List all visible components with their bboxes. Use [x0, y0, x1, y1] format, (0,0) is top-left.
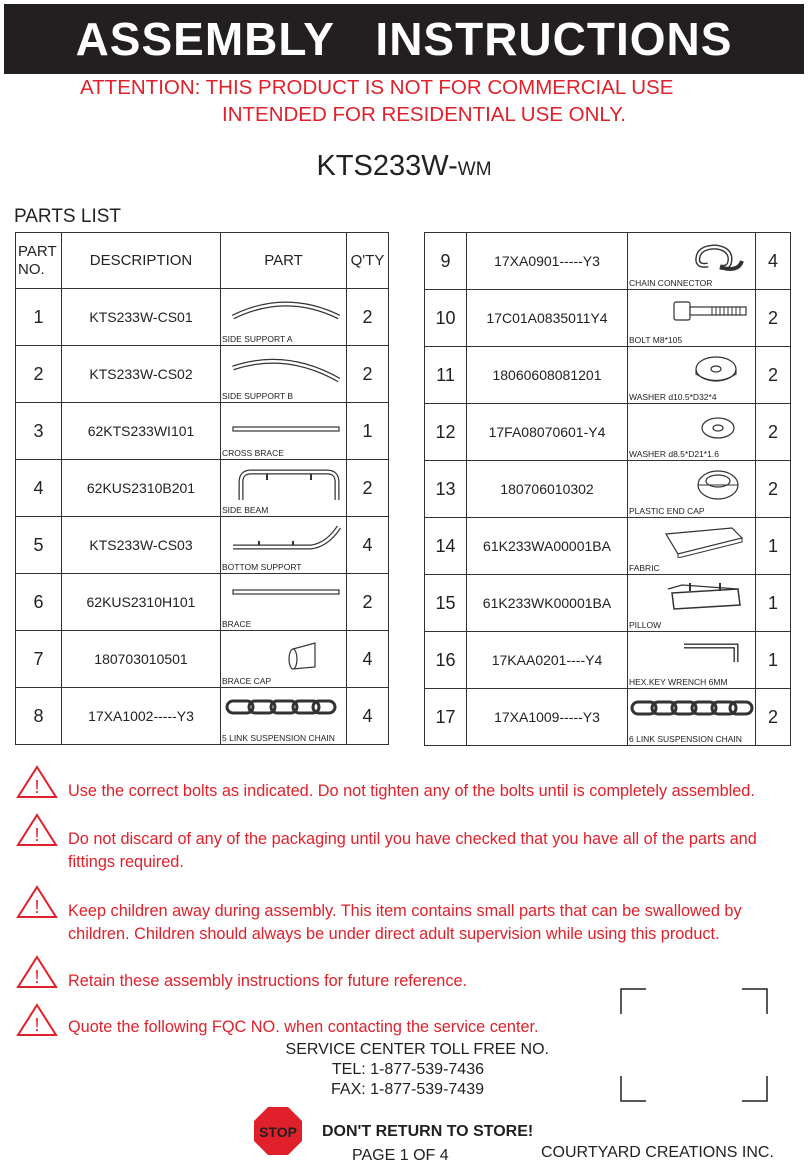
- part-number: 2: [16, 346, 62, 403]
- part-number: 16: [425, 632, 467, 689]
- part-illustration-cell: [221, 688, 347, 745]
- part-illustration-cell: [628, 575, 756, 632]
- part-description: KTS233W-CS01: [62, 289, 221, 346]
- svg-text:!: !: [34, 897, 40, 917]
- table-row: [16, 574, 389, 631]
- part-description: 17KAA0201----Y4: [467, 632, 628, 689]
- part-illustration-cell: [628, 290, 756, 347]
- part-label: PILLOW: [629, 620, 662, 630]
- table-row: [425, 347, 791, 404]
- part-quantity: 1: [756, 575, 791, 632]
- table-row: [16, 688, 389, 745]
- part-description: KTS233W-CS02: [62, 346, 221, 403]
- cross-brace-icon: [231, 409, 341, 439]
- part-number: 15: [425, 575, 467, 632]
- part-number: 3: [16, 403, 62, 460]
- header-description: DESCRIPTION: [62, 233, 221, 289]
- table-row: [16, 346, 389, 403]
- warning-text: Quote the following FQC NO. when contacting the service center.: [68, 1018, 539, 1036]
- warning-icon: [16, 954, 58, 990]
- part-description: 62KUS2310H101: [62, 574, 221, 631]
- model-suffix: WM: [457, 159, 492, 180]
- table-row: [425, 461, 791, 518]
- warning-icon: [16, 1002, 58, 1038]
- part-illustration-cell: [221, 631, 347, 688]
- washer-large-icon: [638, 353, 748, 387]
- part-number: 17: [425, 689, 467, 746]
- part-quantity: 2: [756, 461, 791, 518]
- brace-icon: [231, 580, 341, 610]
- part-illustration-cell: [628, 518, 756, 575]
- part-description: 17XA1002-----Y3: [62, 688, 221, 745]
- part-quantity: 2: [756, 689, 791, 746]
- part-number: 4: [16, 460, 62, 517]
- warning-icon: [16, 764, 58, 800]
- part-illustration-cell: [628, 689, 756, 746]
- part-quantity: 4: [347, 688, 389, 745]
- part-quantity: 2: [347, 460, 389, 517]
- part-illustration-cell: [221, 403, 347, 460]
- table-row: [16, 460, 389, 517]
- chain-5-link-icon: [225, 694, 337, 724]
- part-label: CHAIN CONNECTOR: [629, 278, 713, 288]
- part-illustration-cell: [628, 347, 756, 404]
- part-quantity: 2: [347, 346, 389, 403]
- parts-list-title: PARTS LIST: [14, 206, 121, 227]
- bottom-support-icon: [231, 523, 341, 557]
- model-main: KTS233W-: [316, 150, 458, 182]
- page-number: PAGE 1 OF 4: [352, 1147, 449, 1164]
- warning-text: Use the correct bolts as indicated. Do not tighten any of the bolts until is completely assembled.: [68, 782, 755, 800]
- warning-icon: [16, 812, 58, 848]
- part-label: BRACE CAP: [222, 676, 272, 686]
- table-row: [425, 632, 791, 689]
- warning-text: Retain these assembly instructions for future reference.: [68, 972, 468, 990]
- part-label: WASHER d8.5*D21*1.6: [629, 449, 719, 459]
- part-label: PLASTIC END CAP: [629, 506, 705, 516]
- part-label: CROSS BRACE: [222, 448, 284, 458]
- part-quantity: 2: [347, 574, 389, 631]
- service-fax: FAX: 1-877-539-7439: [331, 1081, 484, 1098]
- part-label: BOLT M8*105: [629, 335, 683, 345]
- part-description: 62KUS2310B201: [62, 460, 221, 517]
- part-number: 11: [425, 347, 467, 404]
- part-quantity: 2: [347, 289, 389, 346]
- company-name: COURTYARD CREATIONS INC.: [541, 1144, 774, 1161]
- part-description: 18060608081201: [467, 347, 628, 404]
- part-description: 17C01A0835011Y4: [467, 290, 628, 347]
- dont-return-notice: DON'T RETURN TO STORE!: [322, 1123, 534, 1140]
- part-number: 5: [16, 517, 62, 574]
- part-description: 17FA08070601-Y4: [467, 404, 628, 461]
- warning-text: fittings required.: [68, 853, 184, 871]
- part-label: WASHER d10.5*D32*4: [629, 392, 717, 402]
- table-row: [16, 517, 389, 574]
- part-illustration-cell: [628, 632, 756, 689]
- part-label: HEX.KEY WRENCH 6MM: [629, 677, 728, 687]
- document-title: ASSEMBLY INSTRUCTIONS: [4, 4, 804, 74]
- part-quantity: 1: [756, 518, 791, 575]
- part-quantity: 2: [756, 290, 791, 347]
- part-label: SIDE SUPPORT A: [222, 334, 293, 344]
- side-support-b-icon: [231, 352, 341, 382]
- brace-cap-icon: [231, 637, 341, 671]
- part-illustration-cell: [221, 460, 347, 517]
- part-label: BRACE: [222, 619, 252, 629]
- part-description: 17XA0901-----Y3: [467, 233, 628, 290]
- part-illustration-cell: [221, 346, 347, 403]
- part-label: FABRIC: [629, 563, 660, 573]
- table-row: [425, 518, 791, 575]
- header-part: PART: [221, 233, 347, 289]
- header-qty: Q'TY: [347, 233, 389, 289]
- stop-sign-text: STOP: [259, 1124, 297, 1140]
- svg-text:!: !: [34, 777, 40, 797]
- part-label: BOTTOM SUPPORT: [222, 562, 302, 572]
- svg-text:!: !: [34, 967, 40, 987]
- parts-table-right: [424, 232, 791, 746]
- part-label: SIDE SUPPORT B: [222, 391, 294, 401]
- table-row: [16, 631, 389, 688]
- part-number: 13: [425, 461, 467, 518]
- warning-text: Keep children away during assembly. This item contains small parts that can be swallowed by: [68, 902, 742, 920]
- attention-line-2: INTENDED FOR RESIDENTIAL USE ONLY.: [222, 103, 627, 126]
- washer-small-icon: [638, 410, 748, 444]
- part-illustration-cell: [628, 404, 756, 461]
- table-row: [16, 403, 389, 460]
- warning-text: Do not discard of any of the packaging until you have checked that you have all of the parts and: [68, 830, 757, 848]
- part-quantity: 4: [347, 517, 389, 574]
- part-description: 17XA1009-----Y3: [467, 689, 628, 746]
- part-quantity: 1: [756, 632, 791, 689]
- part-description: 62KTS233WI101: [62, 403, 221, 460]
- side-beam-icon: [231, 466, 341, 502]
- model-number: [0, 150, 808, 183]
- svg-text:!: !: [34, 1015, 40, 1035]
- part-description: 180703010501: [62, 631, 221, 688]
- plastic-end-cap-icon: [638, 467, 748, 503]
- warning-icon: [16, 884, 58, 920]
- part-number: 12: [425, 404, 467, 461]
- table-row: [16, 289, 389, 346]
- part-illustration-cell: [221, 574, 347, 631]
- header-part-no: PART NO.: [16, 233, 62, 289]
- part-number: 10: [425, 290, 467, 347]
- part-quantity: 2: [756, 404, 791, 461]
- part-label: SIDE BEAM: [222, 505, 269, 515]
- part-number: 9: [425, 233, 467, 290]
- parts-table-left: [15, 232, 389, 745]
- table-row: [425, 575, 791, 632]
- part-quantity: 1: [347, 403, 389, 460]
- pillow-icon: [638, 581, 748, 615]
- part-illustration-cell: [628, 233, 756, 290]
- part-label: 5 LINK SUSPENSION CHAIN: [222, 733, 335, 743]
- part-quantity: 4: [347, 631, 389, 688]
- chain-6-link-icon: [630, 695, 754, 725]
- part-quantity: 4: [756, 233, 791, 290]
- part-quantity: 2: [756, 347, 791, 404]
- warning-text: children. Children should always be under direct adult supervision while using this product.: [68, 925, 720, 943]
- part-number: 7: [16, 631, 62, 688]
- part-illustration-cell: [221, 289, 347, 346]
- attention-line-1: ATTENTION: THIS PRODUCT IS NOT FOR COMMERCIAL USE: [80, 76, 674, 99]
- table-row: [425, 404, 791, 461]
- fabric-icon: [638, 524, 748, 558]
- chain-connector-icon: [638, 239, 748, 275]
- service-tel: TEL: 1-877-539-7436: [331, 1061, 484, 1078]
- part-label: 6 LINK SUSPENSION CHAIN: [629, 734, 742, 744]
- part-illustration-cell: [628, 461, 756, 518]
- table-row: [425, 233, 791, 290]
- part-number: 14: [425, 518, 467, 575]
- part-description: 180706010302: [467, 461, 628, 518]
- stop-sign-icon: [253, 1106, 303, 1156]
- fqc-stamp-box: [620, 988, 770, 1102]
- bolt-icon: [634, 296, 750, 326]
- side-support-a-icon: [231, 295, 341, 325]
- service-center-title: SERVICE CENTER TOLL FREE NO.: [285, 1041, 549, 1058]
- table-row: [425, 689, 791, 746]
- part-number: 1: [16, 289, 62, 346]
- part-illustration-cell: [221, 517, 347, 574]
- hex-key-icon: [638, 638, 748, 672]
- svg-text:!: !: [34, 825, 40, 845]
- part-description: KTS233W-CS03: [62, 517, 221, 574]
- part-description: 61K233WK00001BA: [467, 575, 628, 632]
- part-number: 8: [16, 688, 62, 745]
- part-number: 6: [16, 574, 62, 631]
- part-description: 61K233WA00001BA: [467, 518, 628, 575]
- table-row: [425, 290, 791, 347]
